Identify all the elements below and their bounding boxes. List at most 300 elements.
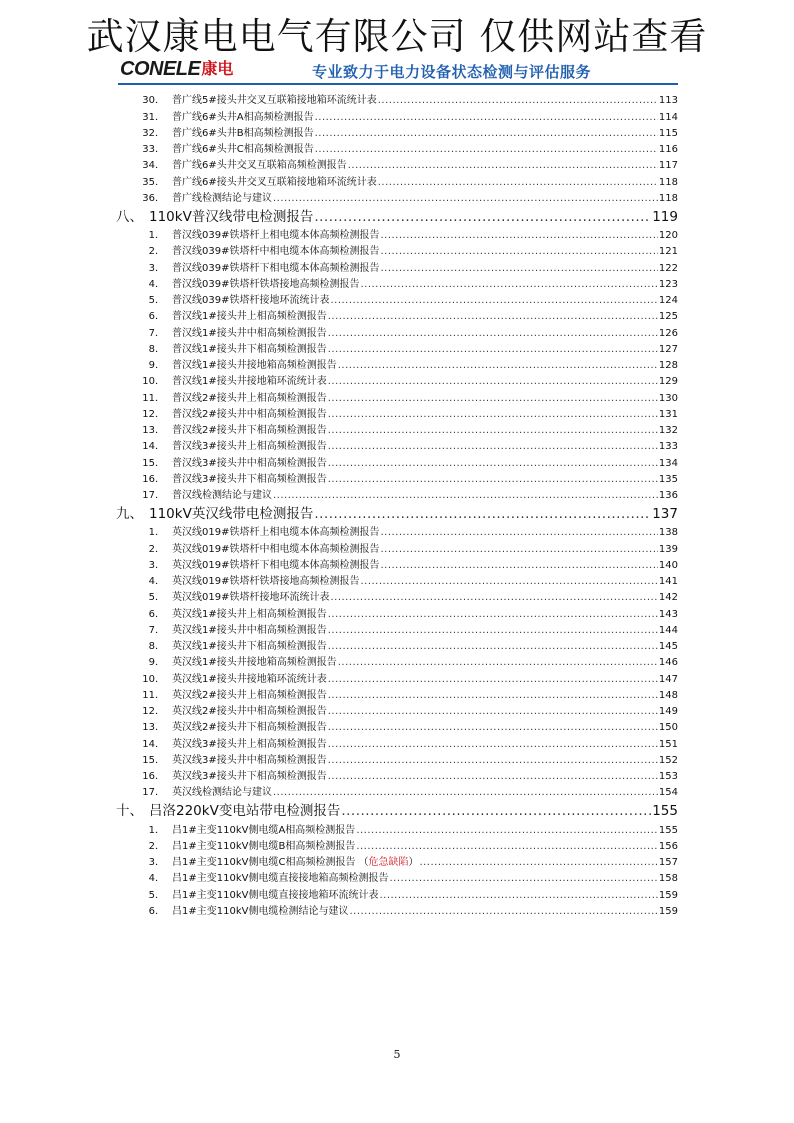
toc-entry[interactable] (116, 555, 678, 571)
toc-entry[interactable] (116, 603, 678, 619)
toc-entry-title (172, 572, 359, 587)
page-number: 5 (393, 1048, 401, 1061)
toc-entry-title (172, 670, 327, 685)
toc-leader-dots (315, 144, 658, 155)
toc-leader-dots (328, 641, 658, 652)
toc-entry-title-text: 吕洛220kV变电站带电检测报告 (149, 803, 341, 820)
toc-entry[interactable] (116, 819, 678, 835)
toc-leader-dots (273, 787, 658, 798)
toc-section-entry[interactable] (116, 501, 678, 522)
toc-entry[interactable] (116, 868, 678, 884)
company-logo (120, 58, 233, 80)
header-divider (118, 83, 678, 85)
toc-entry-number: 3． (148, 857, 165, 868)
toc-entry-title-text: 普汉线039#铁塔杆接地环流统计表 (172, 295, 330, 306)
toc-entry-page: 118 (658, 192, 678, 204)
toc-entry-page: 146 (658, 657, 678, 669)
toc-leader-dots (328, 328, 658, 339)
toc-entry-title (172, 486, 272, 501)
toc-entry-title (172, 91, 377, 106)
toc-entry-page: 128 (658, 360, 678, 371)
toc-entry-page: 117 (658, 160, 678, 172)
toc-entry[interactable] (116, 685, 678, 701)
toc-entry-note-open: （ (358, 857, 369, 868)
toc-entry[interactable] (116, 106, 678, 122)
toc-entry[interactable] (116, 257, 678, 273)
toc-entry-number: 11． (142, 689, 165, 701)
toc-entry-title (172, 767, 327, 782)
toc-entry-number: 八、 (116, 208, 143, 225)
toc-entry-page: 156 (658, 840, 678, 852)
toc-entry-page: 159 (658, 889, 678, 901)
toc-entry-number: 6． (148, 311, 165, 323)
toc-entry-title-text: 普汉线3#接头井下相高频检测报告 (172, 473, 327, 485)
toc-entry[interactable] (116, 485, 678, 501)
toc-leader-dots (380, 544, 657, 555)
toc-entry-title-text: 普广线6#头井C相高频检测报告 (172, 144, 314, 155)
toc-entry-title-text: 英汉线2#接头井下相高频检测报告 (172, 722, 327, 734)
toc-entry[interactable] (116, 782, 678, 798)
toc-leader-dots (328, 474, 658, 485)
toc-entry-title-text: 英汉线019#铁塔杆中相电缆本体高频检测报告 (172, 543, 380, 555)
toc-leader-dots (328, 311, 658, 322)
toc-entry-title (172, 902, 348, 917)
toc-entry-number: 15． (142, 754, 165, 766)
toc-entry-title-text: 英汉线1#接头井上相高频检测报告 (172, 608, 327, 620)
toc-leader-dots (341, 803, 651, 819)
toc-entry-title (149, 502, 313, 522)
toc-entry-title-text: 普汉线2#接头井下相高频检测报告 (172, 425, 327, 436)
toc-entry-page: 114 (658, 111, 678, 123)
toc-entry-page: 127 (658, 343, 678, 355)
toc-entry[interactable] (116, 766, 678, 782)
toc-entry[interactable] (116, 701, 678, 717)
toc-entry-title-text: 普广线检测结论与建议 (172, 192, 272, 204)
toc-leader-dots (315, 128, 658, 139)
toc-entry-page: 132 (658, 425, 678, 436)
toc-entry-number: 33． (142, 144, 165, 155)
toc-entry-title (172, 372, 327, 387)
toc-entry-title (172, 702, 327, 717)
toc-leader-dots (378, 177, 658, 188)
toc-entry-number: 4． (148, 576, 165, 587)
toc-entry-page: 129 (658, 376, 678, 388)
toc-entry-title (172, 621, 327, 636)
toc-entry[interactable] (116, 571, 678, 587)
toc-entry-title (172, 189, 272, 204)
toc-entry-number: 34． (142, 160, 165, 172)
toc-entry-title (149, 205, 313, 225)
toc-leader-dots (328, 409, 658, 420)
toc-entry[interactable] (116, 155, 678, 171)
toc-leader-dots (356, 825, 658, 836)
toc-leader-dots (328, 425, 658, 436)
toc-entry-title-text: 英汉线1#接头井下相高频检测报告 (172, 641, 327, 652)
toc-entry-number: 10． (142, 673, 165, 685)
toc-entry-title (172, 356, 337, 371)
toc-leader-dots (328, 344, 658, 355)
toc-entry-page: 119 (652, 208, 678, 225)
toc-entry-number: 7． (148, 624, 165, 636)
toc-entry-number: 6． (148, 905, 165, 917)
toc-entry-title (172, 853, 418, 868)
header-slogan: 专业致力于电力设备状态检测与评估服务 (312, 63, 592, 81)
toc-leader-dots (328, 690, 658, 701)
toc-entry-page: 133 (658, 441, 678, 453)
toc-entry-number: 9． (148, 657, 165, 669)
toc-entry-title (172, 340, 327, 355)
toc-entry-title-text: 普汉线2#接头井上相高频检测报告 (172, 392, 327, 404)
toc-leader-dots (349, 906, 657, 917)
toc-leader-dots (360, 279, 657, 290)
toc-entry-title-text: 吕1#主变110kV侧电缆检测结论与建议 (172, 905, 349, 917)
toc-entry[interactable] (116, 884, 678, 900)
toc-entry-title-text: 普汉线039#铁塔杆下相电缆本体高频检测报告 (172, 262, 380, 274)
toc-leader-dots (360, 576, 657, 587)
toc-entry-number: 16． (142, 771, 165, 782)
toc-entry-page: 152 (658, 754, 678, 766)
toc-entry-page: 150 (658, 722, 678, 734)
toc-entry-number: 36． (142, 192, 165, 204)
toc-entry-number: 13． (142, 722, 165, 734)
toc-entry[interactable] (116, 538, 678, 554)
toc-entry-title-text: 普汉线039#铁塔杆中相电缆本体高频检测报告 (172, 246, 380, 258)
toc-entry-number: 15． (142, 457, 165, 469)
toc-entry-title (172, 454, 327, 469)
toc-entry-title-text: 普广线6#头井A相高频检测报告 (172, 111, 314, 123)
toc-entry-title (172, 124, 314, 139)
toc-entry-number: 2． (148, 543, 165, 555)
toc-leader-dots (389, 873, 657, 884)
toc-entry-number: 3． (148, 559, 165, 571)
toc-entry-title-text: 英汉线019#铁塔杆接地环流统计表 (172, 592, 330, 604)
toc-entry-page: 142 (658, 592, 678, 604)
toc-leader-dots (273, 193, 658, 204)
toc-section-entry[interactable] (116, 798, 678, 819)
toc-entry[interactable] (116, 90, 678, 106)
toc-entry-title (172, 307, 327, 322)
toc-entry-title (172, 226, 379, 241)
toc-entry[interactable] (116, 733, 678, 749)
toc-entry-title (172, 242, 379, 257)
toc-entry-title (172, 718, 327, 733)
toc-entry-number: 2． (148, 840, 165, 852)
toc-entry-number: 4． (148, 278, 165, 290)
toc-entry-title-text: 普汉线039#铁塔杆上相电缆本体高频检测报告 (172, 230, 380, 241)
toc-entry-title (172, 821, 355, 836)
toc-leader-dots (314, 506, 651, 522)
toc-entry-title-text: 普汉线1#接头井接地箱环流统计表 (172, 376, 327, 388)
toc-entry-title-text: 普汉线3#接头井上相高频检测报告 (172, 441, 327, 453)
toc-entry[interactable] (116, 306, 678, 322)
toc-entry[interactable] (116, 852, 678, 868)
toc-entry[interactable] (116, 620, 678, 636)
toc-entry[interactable] (116, 836, 678, 852)
toc-leader-dots (380, 527, 657, 538)
toc-entry-number: 30． (142, 95, 165, 107)
toc-leader-dots (338, 360, 658, 371)
toc-entry-title (172, 470, 327, 485)
toc-entry-title (172, 653, 337, 668)
toc-entry-page: 113 (658, 95, 678, 107)
toc-entry-number: 十、 (116, 803, 143, 820)
toc-entry-number: 31． (142, 111, 165, 123)
toc-entry[interactable] (116, 139, 678, 155)
toc-entry-number: 12． (142, 408, 165, 420)
toc-entry-title-text: 普汉线2#接头井中相高频检测报告 (172, 408, 327, 420)
toc-entry-number: 3． (148, 262, 165, 274)
toc-entry-title-text: 普汉线3#接头井中相高频检测报告 (172, 457, 327, 469)
watermark-banner: 武汉康电电气有限公司 仅供网站查看 (86, 15, 708, 58)
toc-entry-number: 32． (142, 127, 165, 139)
toc-entry-page: 121 (658, 246, 678, 258)
toc-entry-page: 115 (658, 127, 678, 139)
toc-entry-page: 118 (658, 176, 678, 188)
toc-entry-page: 145 (658, 641, 678, 652)
toc-entry-number: 7． (148, 327, 165, 339)
toc-entry-number: 13． (142, 425, 165, 436)
toc-entry-page: 144 (658, 624, 678, 636)
toc-entry-number: 1． (148, 824, 165, 836)
toc-entry-page: 120 (658, 230, 678, 241)
toc-leader-dots (328, 706, 658, 717)
toc-entry-title (172, 735, 327, 750)
toc-entry[interactable] (116, 339, 678, 355)
toc-entry-number: 九、 (116, 506, 143, 522)
critical-defect-note: 危急缺陷 (368, 857, 409, 868)
toc-entry[interactable] (116, 123, 678, 139)
toc-entry-title (172, 156, 347, 171)
toc-leader-dots (328, 376, 658, 387)
toc-entry-title (172, 751, 327, 766)
toc-leader-dots (356, 841, 658, 852)
toc-entry-title-text: 英汉线019#铁塔杆上相电缆本体高频检测报告 (172, 527, 380, 539)
toc-entry-page: 153 (658, 771, 678, 782)
toc-entry-number: 16． (142, 473, 165, 485)
toc-entry-number: 1． (148, 230, 165, 241)
toc-entry[interactable] (116, 188, 678, 204)
toc-entry[interactable] (116, 420, 678, 436)
toc-entry-page: 157 (658, 857, 678, 868)
toc-leader-dots (328, 609, 658, 620)
toc-entry-page: 148 (658, 689, 678, 701)
toc-entry-title (172, 108, 314, 123)
toc-entry[interactable] (116, 290, 678, 306)
toc-entry-page: 151 (658, 738, 678, 750)
toc-entry-title (172, 837, 355, 852)
toc-entry-page: 154 (658, 787, 678, 799)
toc-leader-dots (314, 209, 651, 225)
toc-entry[interactable] (116, 668, 678, 684)
toc-entry-page: 123 (658, 278, 678, 290)
toc-entry-title (172, 523, 379, 538)
toc-entry[interactable] (116, 371, 678, 387)
toc-leader-dots (348, 160, 658, 171)
toc-entry-page: 158 (658, 873, 678, 885)
toc-entry[interactable] (116, 436, 678, 452)
toc-entry-number: 6． (148, 608, 165, 620)
toc-entry-title (172, 869, 388, 884)
toc-entry-page: 155 (652, 803, 678, 820)
toc-entry-number: 14． (142, 738, 165, 750)
toc-entry-title (172, 259, 379, 274)
toc-entry-number: 4． (148, 873, 165, 885)
toc-entry-title-text: 普汉线1#接头井中相高频检测报告 (172, 327, 327, 339)
toc-entry[interactable] (116, 225, 678, 241)
toc-entry-title (172, 437, 327, 452)
toc-entry-title-text: 普汉线1#接头井下相高频检测报告 (172, 343, 327, 355)
toc-entry[interactable] (116, 901, 678, 917)
toc-entry-title-text: 英汉线1#接头井接地箱环流统计表 (172, 673, 327, 685)
toc-entry-title (172, 405, 327, 420)
toc-entry-title-text: 普汉线039#铁塔杆铁塔接地高频检测报告 (172, 278, 360, 290)
toc-entry[interactable] (116, 652, 678, 668)
toc-entry[interactable] (116, 171, 678, 187)
toc-entry-title-text: 英汉线2#接头井上相高频检测报告 (172, 689, 327, 701)
toc-leader-dots (338, 657, 658, 668)
toc-entry-page: 122 (658, 262, 678, 274)
logo-chinese-text: 康电 (201, 59, 234, 78)
toc-entry-title (172, 637, 327, 652)
toc-entry-title-text: 普汉线1#接头井上相高频检测报告 (172, 311, 327, 323)
toc-entry-number: 17． (142, 787, 165, 799)
toc-leader-dots (380, 230, 657, 241)
toc-leader-dots (380, 263, 657, 274)
toc-entry-title-text: 普广线6#头井B相高频检测报告 (172, 127, 314, 139)
toc-entry[interactable] (116, 636, 678, 652)
toc-entry-title (172, 291, 329, 306)
toc-entry[interactable] (116, 469, 678, 485)
toc-entry-number: 8． (148, 343, 165, 355)
toc-entry-number: 12． (142, 706, 165, 717)
toc-entry-title-text: 英汉线019#铁塔杆铁塔接地高频检测报告 (172, 576, 360, 587)
toc-entry-title-text: 普广线6#接头井交叉互联箱接地箱环流统计表 (172, 176, 377, 188)
toc-leader-dots (273, 490, 658, 501)
toc-entry[interactable] (116, 274, 678, 290)
toc-entry-page: 124 (658, 295, 678, 306)
toc-entry-note-close: ） (408, 857, 419, 868)
toc-entry-title-text: 英汉线3#接头井上相高频检测报告 (172, 738, 327, 750)
toc-entry[interactable] (116, 322, 678, 338)
toc-leader-dots (380, 560, 657, 571)
toc-leader-dots (328, 458, 658, 469)
toc-entry-number: 11． (142, 392, 165, 404)
toc-entry-title (172, 686, 327, 701)
toc-entry-number: 8． (148, 641, 165, 652)
toc-entry-title-text: 普汉线1#接头井接地箱高频检测报告 (172, 360, 337, 371)
toc-entry-title-text: 吕1#主变110kV侧电缆B相高频检测报告 (172, 840, 356, 852)
toc-entry-title-text: 普汉线检测结论与建议 (172, 490, 272, 501)
toc-entry-title-text: 110kV英汉线带电检测报告 (149, 506, 314, 522)
toc-entry-page: 125 (658, 311, 678, 323)
toc-entry[interactable] (116, 355, 678, 371)
toc-entry-number: 1． (148, 527, 165, 539)
toc-entry-title-text: 普广线6#头井交叉互联箱高频检测报告 (172, 160, 347, 172)
toc-entry-number: 10． (142, 376, 165, 388)
toc-entry-title-text: 英汉线019#铁塔杆下相电缆本体高频检测报告 (172, 559, 380, 571)
toc-entry-number: 14． (142, 441, 165, 453)
toc-entry-title-text: 110kV普汉线带电检测报告 (149, 208, 314, 225)
toc-entry-title (172, 140, 314, 155)
toc-entry-number: 17． (142, 490, 165, 501)
toc-entry-title-text: 吕1#主变110kV侧电缆A相高频检测报告 (172, 824, 356, 836)
toc-entry-title-text: 英汉线3#接头井下相高频检测报告 (172, 771, 327, 782)
toc-entry-page: 139 (658, 543, 678, 555)
toc-entry[interactable] (116, 750, 678, 766)
toc-entry-page: 131 (658, 408, 678, 420)
toc-entry-title (149, 799, 340, 819)
toc-entry-title (172, 324, 327, 339)
toc-leader-dots (328, 441, 658, 452)
toc-entry-title (172, 588, 329, 603)
toc-leader-dots (328, 722, 658, 733)
toc-leader-dots (328, 393, 658, 404)
toc-entry-number: 5． (148, 592, 165, 604)
toc-leader-dots (380, 246, 657, 257)
toc-leader-dots (379, 890, 657, 901)
toc-entry-page: 143 (658, 608, 678, 620)
toc-leader-dots (315, 112, 658, 123)
toc-entry-number: 2． (148, 246, 165, 258)
toc-entry-title (172, 421, 327, 436)
toc-leader-dots (328, 755, 658, 766)
toc-entry-page: 155 (658, 824, 678, 836)
toc-entry-page: 116 (658, 144, 678, 155)
toc-entry-number: 5． (148, 889, 165, 901)
toc-entry[interactable] (116, 522, 678, 538)
toc-entry-page: 159 (658, 905, 678, 917)
table-of-contents (116, 90, 678, 917)
toc-entry-title-text: 英汉线1#接头井接地箱高频检测报告 (172, 657, 337, 669)
toc-entry-title (172, 389, 327, 404)
toc-leader-dots (378, 95, 658, 106)
toc-entry-page: 130 (658, 392, 678, 404)
toc-entry-title-text: 英汉线3#接头井中相高频检测报告 (172, 754, 327, 766)
toc-entry-page: 140 (658, 559, 678, 571)
toc-entry-page: 135 (658, 473, 678, 485)
toc-entry-page: 138 (658, 527, 678, 539)
toc-entry-number: 5． (148, 295, 165, 306)
toc-leader-dots (328, 625, 658, 636)
toc-entry-title (172, 783, 272, 798)
toc-entry[interactable] (116, 717, 678, 733)
toc-entry-title (172, 886, 378, 901)
toc-entry-page: 134 (658, 457, 678, 469)
toc-entry[interactable] (116, 404, 678, 420)
page-header (118, 56, 678, 86)
toc-entry[interactable] (116, 241, 678, 257)
toc-entry[interactable] (116, 452, 678, 468)
toc-entry-number: 9． (148, 360, 165, 371)
toc-entry-title (172, 275, 359, 290)
toc-entry-title-text: 吕1#主变110kV侧电缆直接接地箱环流统计表 (172, 889, 379, 901)
toc-entry-title (172, 540, 379, 555)
toc-entry-page: 149 (658, 706, 678, 717)
toc-entry[interactable] (116, 587, 678, 603)
toc-entry-title (172, 173, 377, 188)
toc-section-entry[interactable] (116, 204, 678, 225)
toc-entry[interactable] (116, 387, 678, 403)
toc-entry-title (172, 556, 379, 571)
toc-entry-title-text: 普广线5#接头井交叉互联箱接地箱环流统计表 (172, 95, 377, 107)
toc-entry-page: 136 (658, 490, 678, 501)
toc-entry-page: 137 (652, 506, 678, 522)
toc-entry-title-text: 英汉线检测结论与建议 (172, 787, 272, 799)
toc-leader-dots (330, 295, 657, 306)
logo-latin-text: CONELE (120, 58, 201, 80)
toc-leader-dots (328, 739, 658, 750)
toc-entry-title-text: 吕1#主变110kV侧电缆C相高频检测报告 (172, 857, 356, 868)
